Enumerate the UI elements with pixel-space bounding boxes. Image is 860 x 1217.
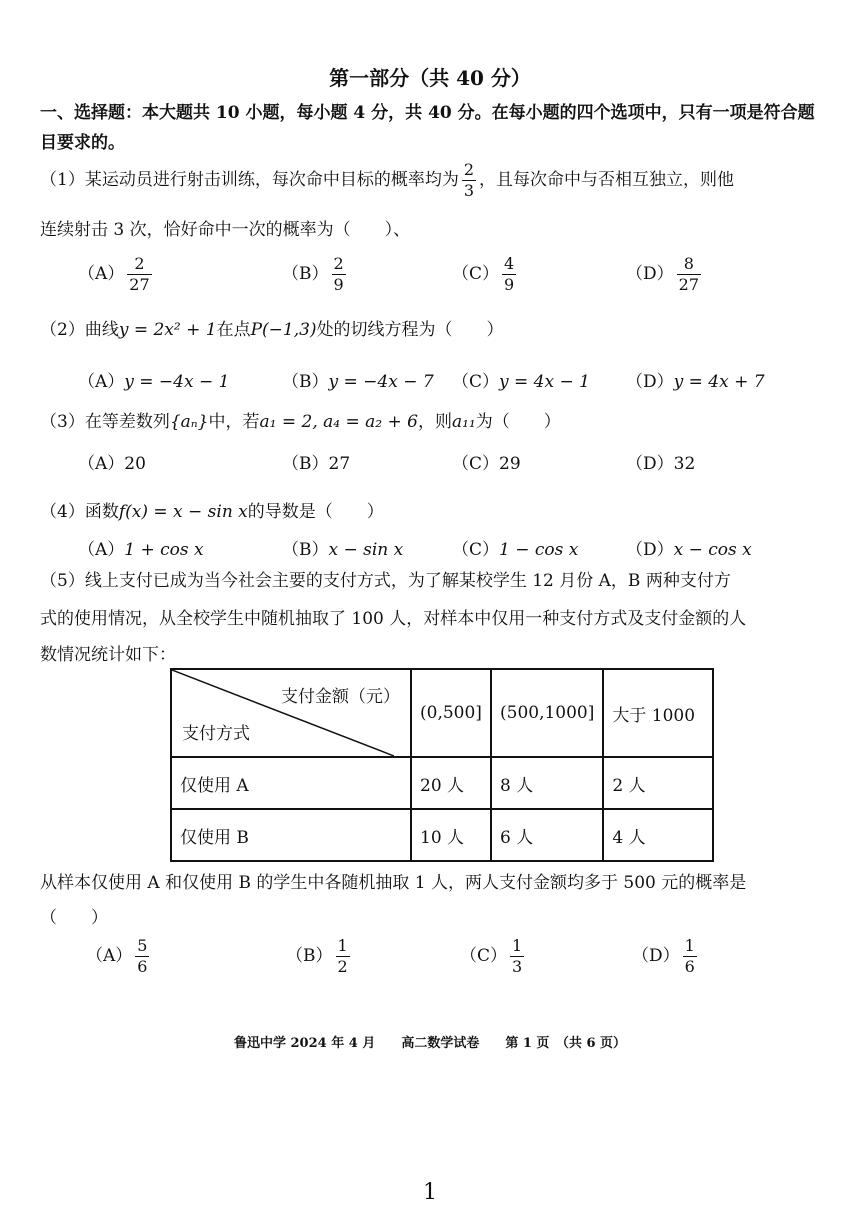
table-cell: 8 人: [491, 757, 603, 809]
page-number: 1: [423, 1180, 437, 1205]
question-5-line-1: （5）线上支付已成为当今社会主要的支付方式，为了解某校学生 12 月份 A，B 两种支付方: [40, 571, 731, 591]
q5-option-a[interactable]: （A） $\frac{5}{6}$: [86, 936, 148, 976]
q3-option-a[interactable]: （A）20: [78, 454, 146, 474]
q3-option-c[interactable]: （C）29: [452, 454, 521, 474]
page-title: 第一部分（共 40 分）: [329, 66, 531, 90]
table-cell: 20 人: [411, 757, 491, 809]
corner-label-method: 支付方式: [182, 724, 250, 744]
table-cell: 10 人: [411, 809, 491, 861]
table-cell: 4 人: [603, 809, 713, 861]
q2-option-a[interactable]: （A）y = −4x − 1: [78, 372, 230, 392]
page-footer: 鲁迅中学 2024 年 4 月 高二数学试卷 第 1 页 （共 6 页）: [233, 1036, 627, 1051]
table-cell: 6 人: [491, 809, 603, 861]
table-header-row: [171, 669, 713, 757]
q1-option-d[interactable]: （D） $\frac{8}{27}$: [626, 254, 699, 294]
q1-option-c[interactable]: （C） $\frac{4}{9}$: [452, 254, 515, 294]
q5-option-b[interactable]: （B） $\frac{1}{2}$: [286, 936, 348, 976]
question-3: （3）在等差数列{aₙ}中，若a₁ = 2, a₄ = a₂ + 6，则a₁₁为（ ）: [40, 412, 561, 432]
q4-formula: f(x) = x − sin x: [118, 502, 248, 522]
q4-option-b[interactable]: （B）x − sin x: [282, 540, 404, 560]
q5-option-d[interactable]: （D） $\frac{1}{6}$: [632, 936, 695, 976]
table-row: [171, 757, 713, 809]
q1-text-post: ，且每次命中与否相互独立，则他: [479, 170, 735, 190]
question-5-line-2: 式的使用情况，从全校学生中随机抽取了 100 人，对样本中仅用一种支付方式及支付金额的人: [40, 609, 747, 629]
corner-label-amount: 支付金额（元）: [281, 687, 400, 707]
q2-option-d[interactable]: （D）y = 4x + 7: [626, 372, 765, 392]
row-label: 仅使用 A: [171, 757, 411, 809]
q3-option-d[interactable]: （D）32: [626, 454, 696, 474]
q3-sequence: {aₙ}: [169, 412, 209, 432]
question-2: （2）曲线y = 2x² + 1在点P(−1,3)处的切线方程为（ ）: [40, 320, 504, 340]
q1-fraction: $\frac{2}{3}$: [463, 160, 475, 200]
question-5-after-1: 从样本仅使用 A 和仅使用 B 的学生中各随机抽取 1 人，两人支付金额均多于 500 元的概率是: [40, 873, 747, 893]
section-instructions: 一、选择题：本大题共 10 小题，每小题 4 分，共 40 分。在每小题的四个选项中，只有一项是符合题目要求的。: [40, 103, 815, 153]
q2-curve-formula: y = 2x² + 1: [118, 320, 217, 340]
q1-option-a[interactable]: （A） $\frac{2}{27}$: [78, 254, 150, 294]
column-header: 大于 1000: [603, 669, 713, 757]
q2-option-b[interactable]: （B）y = −4x − 7: [282, 372, 434, 392]
q3-condition: a₁ = 2, a₄ = a₂ + 6: [259, 412, 418, 432]
table-corner-cell: [171, 669, 411, 757]
column-header: (500,1000]: [491, 669, 603, 757]
q4-option-a[interactable]: （A）1 + cos x: [78, 540, 204, 560]
q5-option-c[interactable]: （C） $\frac{1}{3}$: [460, 936, 523, 976]
question-1-line-2: 连续射击 3 次，恰好命中一次的概率为（ ）、: [40, 220, 411, 240]
q2-option-c[interactable]: （C）y = 4x − 1: [452, 372, 590, 392]
q3-option-b[interactable]: （B）27: [282, 454, 351, 474]
row-label: 仅使用 B: [171, 809, 411, 861]
table-cell: 2 人: [603, 757, 713, 809]
q4-option-c[interactable]: （C）1 − cos x: [452, 540, 579, 560]
question-5-after-2: （ ）: [40, 908, 108, 928]
question-5-line-3: 数情况统计如下：: [40, 645, 176, 665]
question-4: （4）函数f(x) = x − sin x的导数是（ ）: [40, 502, 384, 522]
column-header: (0,500]: [411, 669, 491, 757]
q1-text-pre: （1）某运动员进行射击训练，每次命中目标的概率均为: [40, 170, 459, 190]
q4-option-d[interactable]: （D）x − cos x: [626, 540, 752, 560]
table-row: [171, 809, 713, 861]
question-1-line-1: [40, 160, 734, 201]
q1-option-b[interactable]: （B） $\frac{2}{9}$: [282, 254, 344, 294]
payment-stats-table: [170, 668, 714, 862]
q3-target: a₁₁: [451, 412, 476, 432]
q2-point: P(−1,3): [250, 320, 317, 340]
